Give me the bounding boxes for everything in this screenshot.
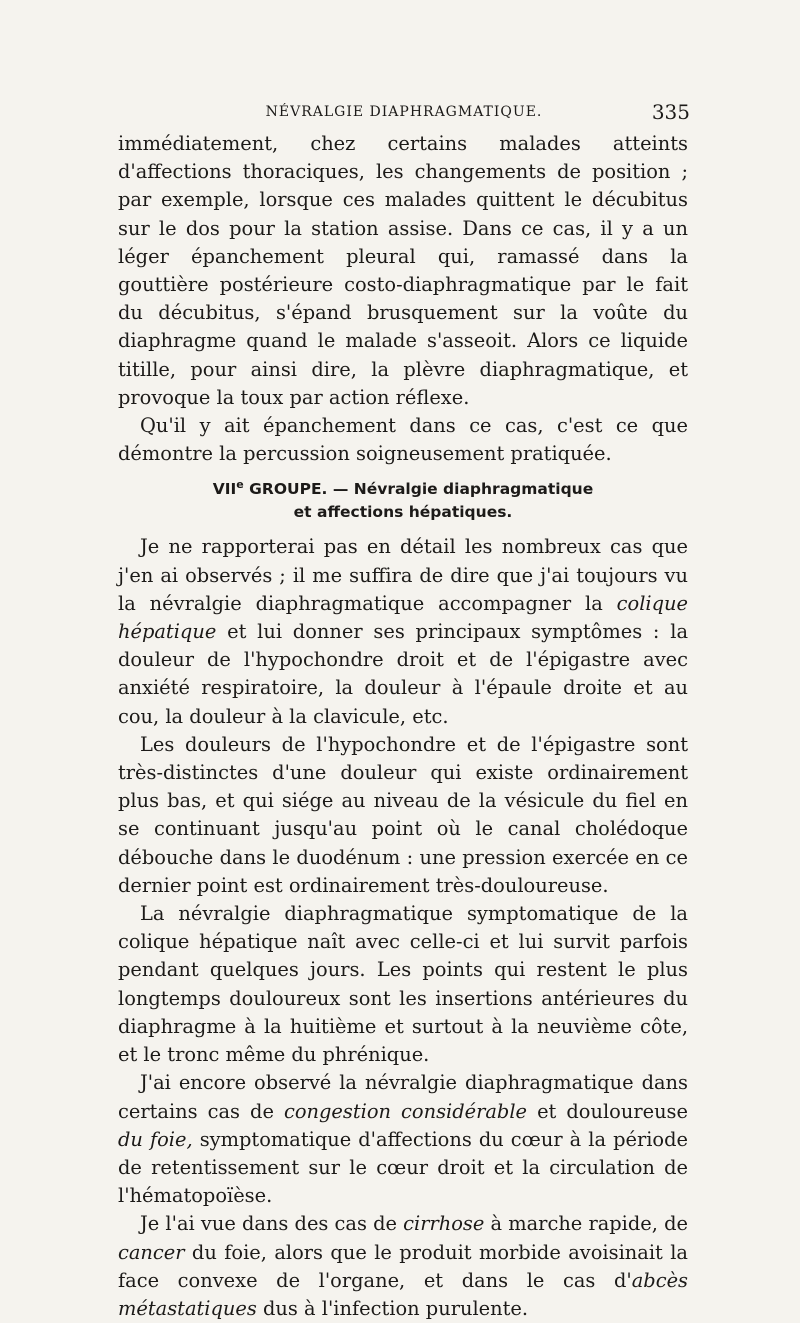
paragraph-2: Qu'il y ait épanchement dans ce cas, c'est ce que démontre la percussion soigneusement pratiquée.: [118, 414, 688, 466]
paragraph-7-text-end: dus à l'infection purulente.: [256, 1296, 529, 1320]
italic-cancer: cancer: [118, 1240, 185, 1264]
paragraph-6-text-mid: et douloureuse: [527, 1099, 688, 1123]
section-heading-line-1: [118, 478, 688, 501]
italic-abces-metastatiques: abcès métastatiques: [118, 1268, 688, 1320]
section-title-line-2: et affections hépatiques.: [293, 503, 513, 522]
paragraph-6: [118, 1069, 688, 1210]
paragraph-3-text: Je ne rapporterai pas en détail les nombreux cas que j'en ai observés ; il me suffira de dire que j'ai toujours vu la névralgie diaphragmatique accompagner la: [118, 535, 688, 615]
paragraph-7-text-mid-2: du foie, alors que le produit morbide avoisinait la face convexe de l'organe, et dans le cas d': [118, 1240, 688, 1292]
group-numeral: VII: [212, 480, 237, 499]
section-title-line-1: — Névralgie diaphragmatique: [327, 480, 594, 499]
italic-colique-hepatique: colique hépatique: [118, 591, 688, 644]
paragraph-7-text: Je l'ai vue dans des cas de: [140, 1212, 404, 1236]
italic-du-foie: du foie,: [118, 1127, 193, 1151]
running-title: NÉVRALGIE DIAPHRAGMATIQUE.: [265, 104, 543, 120]
paragraph-6-text-end: symptomatique d'affections du cœur à la période de retentissement sur le cœur droit et la circulation de l'hématopoïèse.: [118, 1127, 688, 1208]
body-text: [118, 130, 688, 1323]
group-numeral-sup: e: [236, 478, 244, 492]
paragraph-1: immédiatement, chez certains malades atteints d'affections thoraciques, les changements de position ; par exemple, lorsque ces malades quittent le décubitus sur le dos pour la station assise. Dans ce cas, il y a un léger épanchement pleural qui, ramassé dans la gouttière postérieure costo-diaphragmatique par le fait du décubitus, s'épand brusquement sur la voûte du diaphragme quand le malade s'asseoit. Alors ce liquide titille, pour ainsi dire, la plèvre diaphragmatique, et provoque la toux par action réflexe.: [118, 132, 688, 409]
paragraph-4: Les douleurs de l'hypochondre et de l'épigastre sont très-distinctes d'une douleur qui existe ordinairement plus bas, et qui siége au niveau de la vésicule du fiel en se continuant jusqu'au point où le canal cholédoque débouche dans le duodénum : une pression exercée en ce dernier point est ordinairement très-douloureuse.: [118, 732, 688, 897]
paragraph-6-text: J'ai encore observé la névralgie diaphragmatique dans certains cas de: [118, 1071, 688, 1123]
section-heading: [118, 478, 688, 524]
italic-congestion: congestion considérable: [283, 1099, 528, 1123]
page-header: [118, 100, 690, 124]
group-word: GROUPE.: [249, 480, 328, 499]
paragraph-3: [118, 533, 688, 730]
italic-cirrhose: cirrhose: [403, 1212, 485, 1236]
paragraph-7: [118, 1210, 688, 1323]
paragraph-7-text-mid-1: à marche rapide, de: [484, 1212, 688, 1236]
paragraph-5: La névralgie diaphragmatique symptomatique de la colique hépatique naît avec celle-ci et lui survit parfois pendant quelques jours. Les points qui restent le plus longtemps douloureux sont les insertions antérieures du diaphragme à la huitième et surtout à la neuvième côte, et le tronc même du phrénique.: [118, 902, 688, 1067]
page-number: 335: [651, 100, 690, 124]
paragraph-3-text-end: et lui donner ses principaux symptômes : la douleur de l'hypochondre droit et de l'épigastre avec anxiété respiratoire, la douleur à l'épaule droite et au cou, la douleur à la clavicule, etc.: [118, 620, 688, 728]
